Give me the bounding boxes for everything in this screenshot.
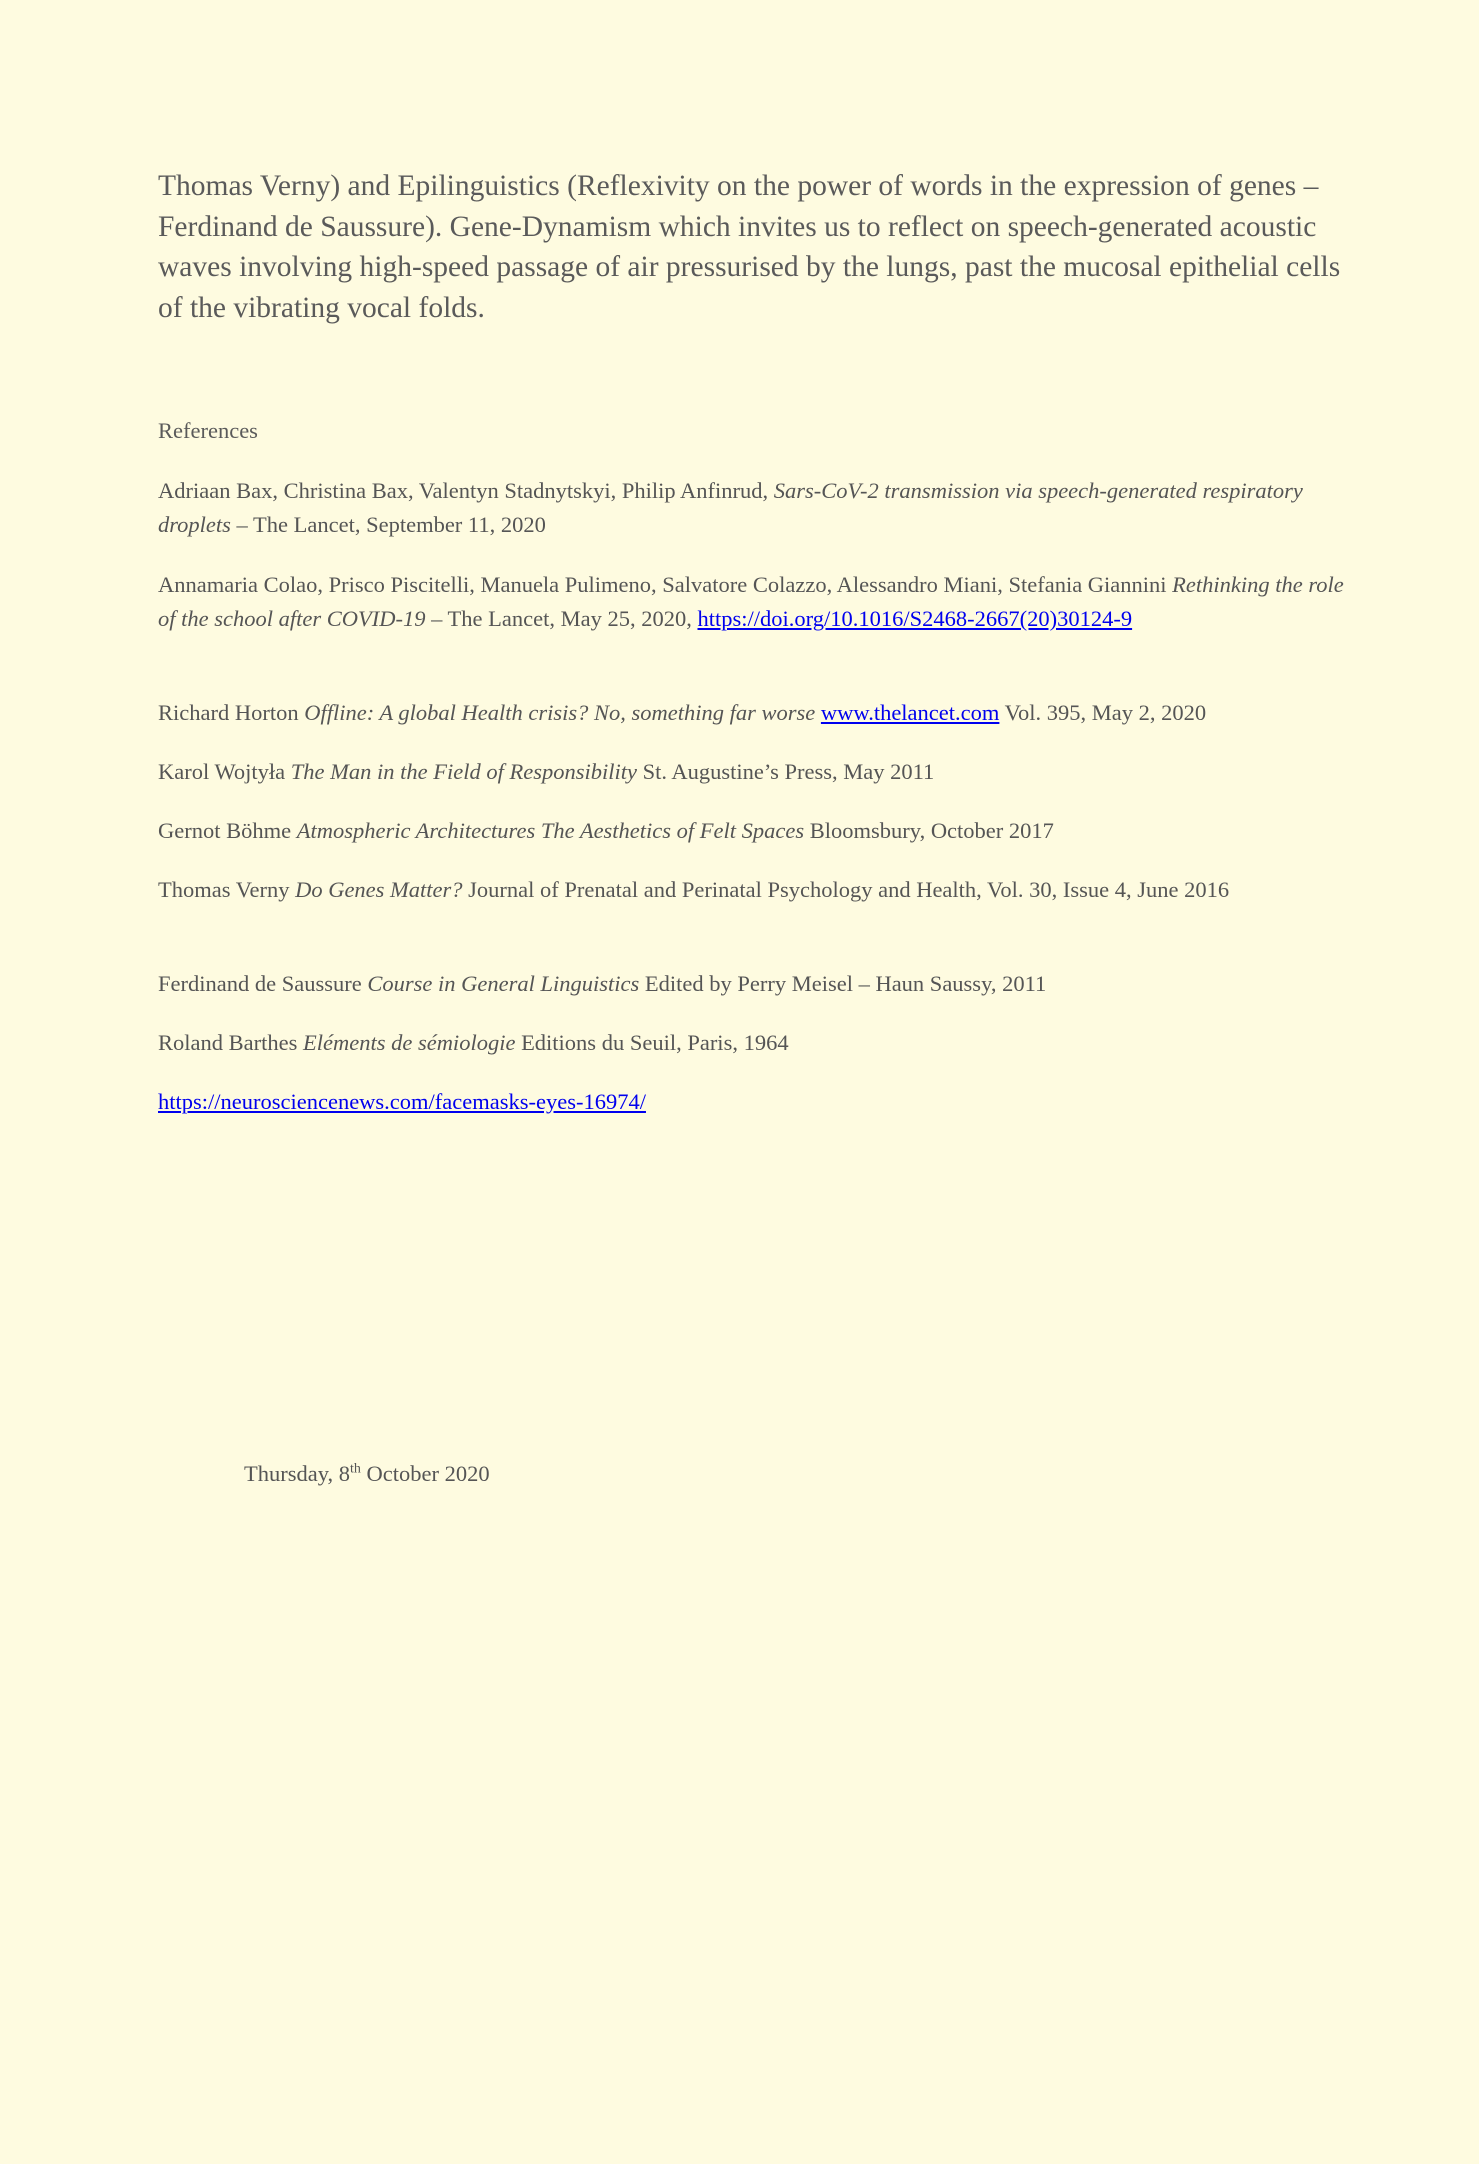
reference-details: – The Lancet, September 11, 2020 [230,512,546,537]
reference-authors: Karol Wojtyła [158,759,291,784]
reference-item [158,568,1348,636]
reference-title: Sars-CoV-2 transmission via speech-generated respiratory droplets [158,478,1303,537]
lancet-link[interactable]: www.thelancet.com [820,700,1000,725]
reference-details: Edited by Perry Meisel – Haun Saussy, 2011 [639,971,1047,996]
neurosciencenews-link[interactable]: https://neurosciencenews.com/facemasks-eyes-16974/ [158,1089,646,1114]
reference-details: Bloomsbury, October 2017 [804,818,1054,843]
references-heading: References [158,418,258,443]
reference-item [158,1026,1348,1060]
reference-authors: Ferdinand de Saussure [158,971,368,996]
reference-title: Offline: A global Health crisis? No, something far worse [304,700,816,725]
reference-item [158,696,1348,730]
reference-title: Do Genes Matter? [295,877,463,902]
reference-details: St. Augustine’s Press, May 2011 [636,759,935,784]
reference-item [158,873,1348,907]
reference-authors: Adriaan Bax, Christina Bax, Valentyn Stadnytskyi, Philip Anfinrud, [158,478,774,503]
reference-authors: Thomas Verny [158,877,296,902]
document-date [244,1461,490,1487]
reference-details: Journal of Prenatal and Perinatal Psychology and Health, Vol. 30, Issue 4, June 2016 [462,877,1230,902]
reference-title: Course in General Linguistics [367,971,640,996]
reference-title: Eléments de sémiologie [302,1030,516,1055]
doi-link[interactable]: https://doi.org/10.1016/S2468-2667(20)30124-9 [697,606,1133,631]
reference-item [158,755,1348,789]
reference-title: The Man in the Field of Responsibility [290,759,637,784]
reference-item [158,814,1348,848]
reference-authors: Annamaria Colao, Prisco Piscitelli, Manuela Pulimeno, Salvatore Colazzo, Alessandro Miani, Stefania Giannini [158,572,1173,597]
reference-details: – The Lancet, May 25, 2020, [425,606,698,631]
reference-details: Vol. 395, May 2, 2020 [999,700,1207,725]
reference-authors: Richard Horton [158,700,305,725]
intro-paragraph: Thomas Verny) and Epilinguistics (Reflexivity on the power of words in the expression of genes – Ferdinand de Saussure). Gene-Dynamism which invites us to reflect on speech-generated acoustic waves involving high-speed passage of air pressurised by the lungs, past the mucosal epithelial cells of the vibrating vocal folds. [158,170,1341,324]
date-day: Thursday, 8 [244,1461,351,1486]
reference-item [158,1085,1348,1119]
reference-title: Atmospheric Architectures The Aesthetics of Felt Spaces [296,818,805,843]
reference-details: Editions du Seuil, Paris, 1964 [515,1030,789,1055]
reference-item [158,967,1348,1001]
reference-authors: Roland Barthes [158,1030,303,1055]
reference-authors: Gernot Böhme [158,818,297,843]
reference-item [158,474,1348,542]
reference-title: Rethinking the role of the school after COVID-19 [158,572,1344,631]
date-ordinal: th [350,1461,361,1477]
date-month-year: October 2020 [360,1461,490,1486]
